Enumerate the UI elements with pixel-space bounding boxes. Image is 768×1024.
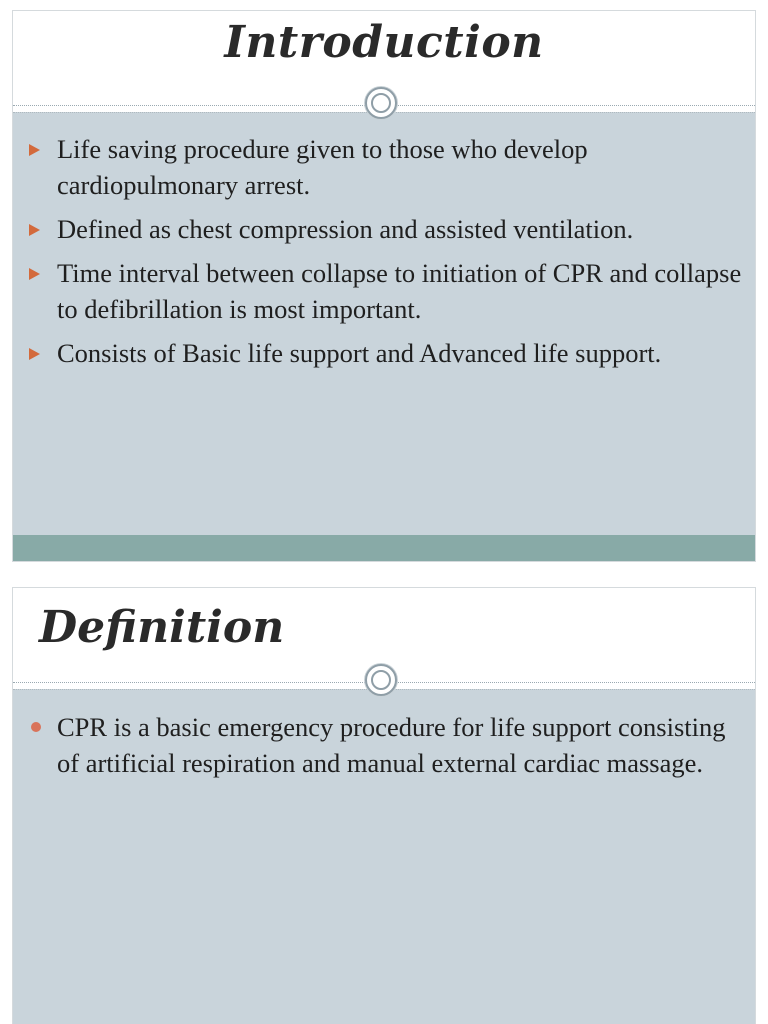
slide-definition xyxy=(12,587,756,1024)
list-item xyxy=(25,211,747,247)
bullet-list xyxy=(25,131,747,379)
arrow-bullet-icon xyxy=(29,144,40,156)
arrow-bullet-icon xyxy=(29,224,40,236)
slide-title: Definition xyxy=(39,602,285,653)
bullet-text: CPR is a basic emergency procedure for life support consisting of artificial respiration and manual external cardiac massage. xyxy=(57,712,726,778)
bullet-list xyxy=(25,709,747,789)
bullet-text: Defined as chest compression and assisted ventilation. xyxy=(57,214,634,244)
ring-ornament-icon xyxy=(365,87,397,119)
bullet-text: Time interval between collapse to initiation of CPR and collapse to defibrillation is most important. xyxy=(57,258,742,324)
footer-bar xyxy=(13,535,755,561)
list-item xyxy=(25,131,747,203)
list-item xyxy=(25,335,747,371)
dot-bullet-icon xyxy=(31,722,41,732)
arrow-bullet-icon xyxy=(29,268,40,280)
list-item xyxy=(25,255,747,327)
bullet-text: Consists of Basic life support and Advanced life support. xyxy=(57,338,662,368)
slide-introduction xyxy=(12,10,756,562)
ring-ornament-icon xyxy=(365,664,397,696)
list-item xyxy=(25,709,747,781)
bullet-text: Life saving procedure given to those who develop cardiopulmonary arrest. xyxy=(57,134,588,200)
slide-title: Introduction xyxy=(224,17,544,68)
arrow-bullet-icon xyxy=(29,348,40,360)
